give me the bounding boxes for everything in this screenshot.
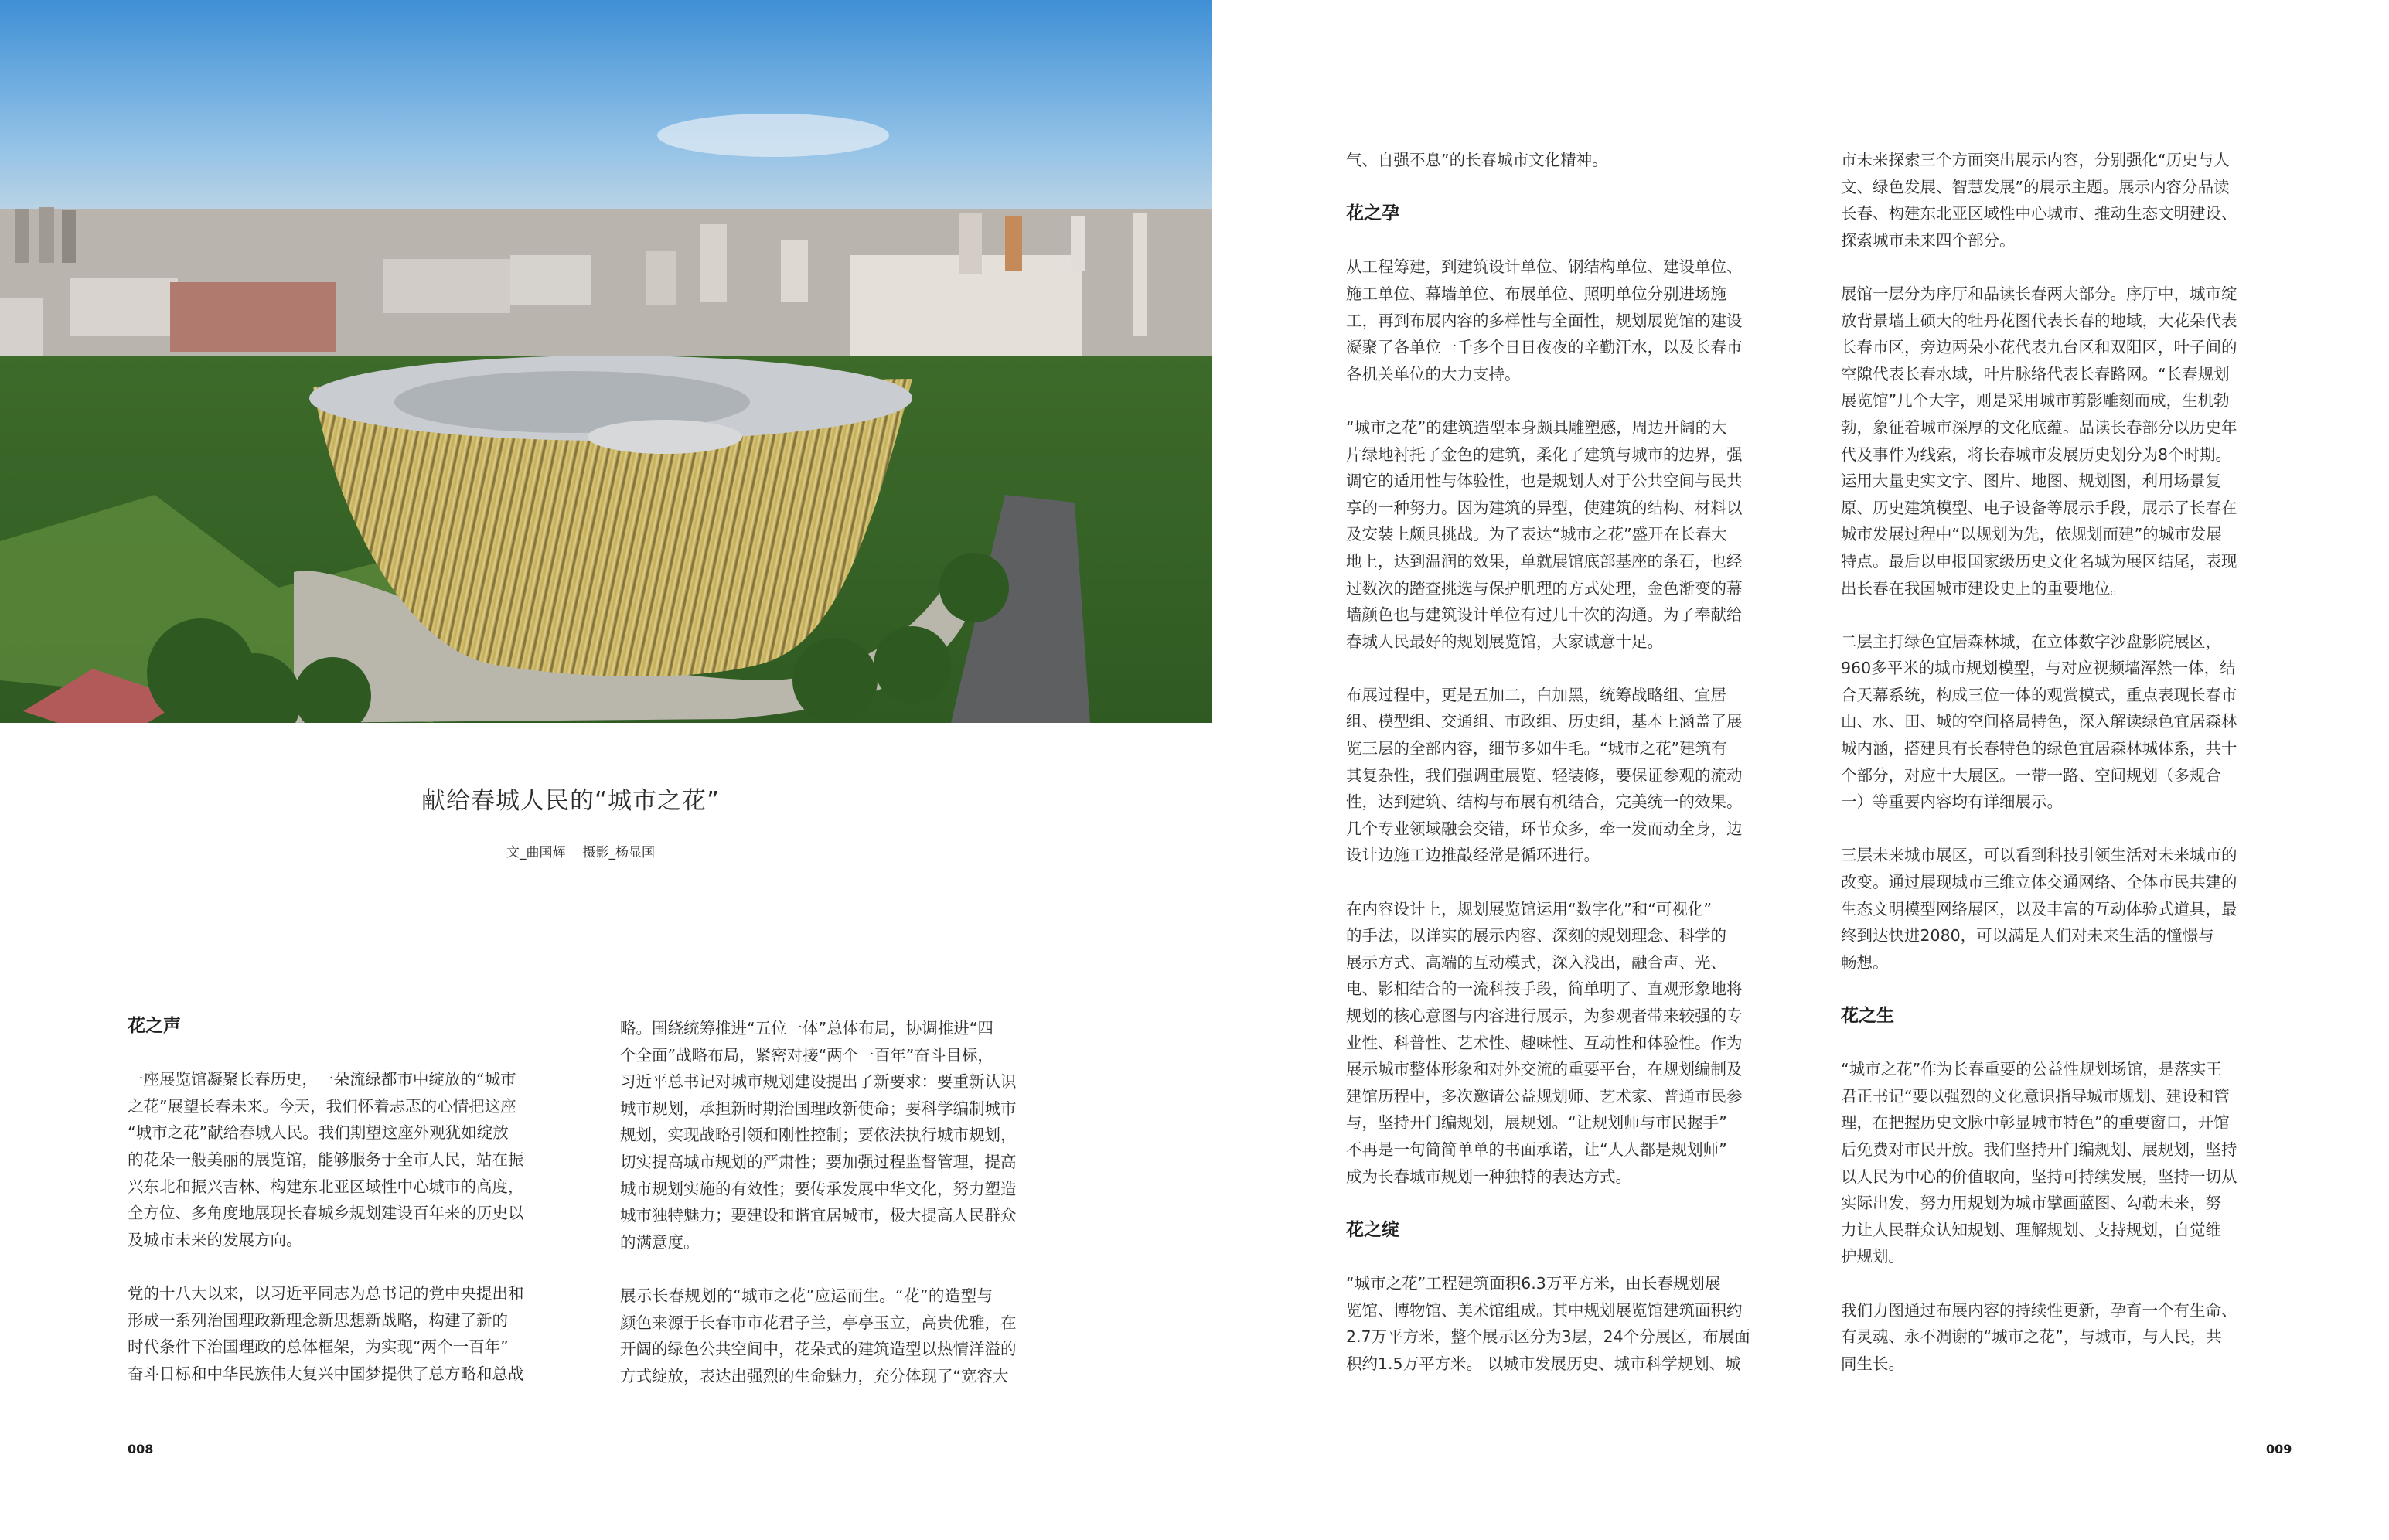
- section-heading: 花之声: [128, 1016, 181, 1036]
- paragraph: [620, 1015, 1017, 1256]
- text-line: 气、自强不息”的长春城市文化精神。: [1346, 151, 1608, 169]
- text-line: 与，坚持开门编规划，展规划。“让规划师与市民握手”: [1346, 1113, 1727, 1133]
- paragraph: [1841, 842, 2237, 976]
- text-line: “城市之花”献给春城人民。我们期望这座外观犹如绽放: [128, 1123, 509, 1143]
- text-line: 览三层的全部内容，细节多如牛毛。“城市之花”建筑有: [1346, 739, 1727, 758]
- text-line: 布展过程中，更是五加二，白加黑，统筹战略组、宜居: [1346, 685, 1726, 704]
- text-line: 开阔的绿色公共空间中，花朵式的建筑造型以热情洋溢的: [620, 1340, 1017, 1359]
- text-line: 奋斗目标和中华民族伟大复兴中国梦提供了总方略和总战: [128, 1364, 524, 1383]
- paragraph-group: [1346, 1270, 1750, 1377]
- right-column-2: [1841, 147, 2237, 1404]
- text-line: 时代条件下治国理政的总体框架，为实现“两个一百年”: [128, 1337, 509, 1357]
- text-line: 合天幕系统，构成三位一体的观赏模式，重点表现长春市: [1841, 685, 2237, 704]
- text-line: 览馆、博物馆、美术馆组成。其中规划展览馆建筑面积约: [1346, 1300, 1743, 1320]
- text-line: 不再是一句简简单单的书面承诺，让“人人都是规划师”: [1346, 1140, 1727, 1159]
- text-line: 的满意度。: [620, 1232, 700, 1252]
- text-line: 地上，达到温润的效果，单就展馆底部基座的条石，也经: [1346, 551, 1743, 571]
- paragraph-group: [1841, 147, 2237, 976]
- text-line: 成为长春城市规划一种独特的表达方式。: [1346, 1167, 1631, 1186]
- section-heading: 花之孕: [1346, 203, 1399, 224]
- paragraph: [620, 1283, 1017, 1389]
- text-line: “城市之花”工程建筑面积6.3万平方米，由长春规划展: [1346, 1273, 1721, 1293]
- text-line: 改变。通过展现城市三维立体交通网络、全体市民共建的: [1841, 873, 2237, 892]
- text-line: 生态文明模型网络展区，以及丰富的互动体验式道具，最: [1841, 899, 2237, 918]
- text-line: 业性、科普性、艺术性、趣味性、互动性和体验性。作为: [1346, 1033, 1743, 1052]
- paragraph: [1841, 1297, 2237, 1378]
- text-line: 护规划。: [1841, 1247, 1904, 1266]
- text-line: 长春市区，旁边两朵小花代表九台区和双阳区，叶子间的: [1841, 338, 2237, 357]
- byline: [506, 841, 655, 860]
- sky: [0, 0, 1212, 232]
- text-line: 规划，实现战略引领和刚性控制；要依法执行城市规划，: [620, 1126, 1017, 1145]
- text-line: 君正书记“要以强烈的文化意识指导城市规划、建设和管: [1841, 1086, 2230, 1106]
- text-line: 城市规划，承担新时期治国理政新使命；要科学编制城市: [620, 1099, 1017, 1118]
- text-line: 城内涵，搭建具有长春特色的绿色宜居森林城体系，共十: [1841, 739, 2237, 758]
- section-heading: 花之生: [1841, 1006, 1894, 1026]
- text-line: 展示方式、高端的互动模式，深入浅出，融合声、光、: [1346, 952, 1726, 972]
- text-line: 几个专业领域融会交错，环节众多，牵一发而动全身，边: [1346, 819, 1743, 838]
- text-line: 畅想。: [1841, 952, 1889, 972]
- text-line: 出长春在我国城市建设史上的重要地位。: [1841, 578, 2126, 598]
- section-heading: 花之绽: [1346, 1219, 1399, 1240]
- text-line: 全方位、多角度地展现长春城乡规划建设百年来的历史以: [128, 1204, 524, 1223]
- paragraph: [128, 1066, 524, 1253]
- text-line: 我们力图通过布展内容的持续性更新，孕育一个有生命、: [1841, 1300, 2237, 1320]
- text-line: 展示城市整体形象和对外交流的重要平台，在规划编制及: [1346, 1060, 1743, 1079]
- text-line: 及安装上颇具挑战。为了表达“城市之花”盛开在长春大: [1346, 525, 1727, 544]
- paragraph: [128, 1280, 524, 1387]
- text-line: 其复杂性，我们强调重展览、轻装修，要保证参观的流动: [1346, 765, 1743, 785]
- text-line: 展示长春规划的“城市之花”应运而生。“花”的造型与: [620, 1286, 993, 1305]
- page-number: 009: [2266, 1442, 2292, 1457]
- text-line: 一）等重要内容均有详细展示。: [1841, 792, 2063, 812]
- text-line: 特点。最后以申报国家级历史文化名城为展区结尾，表现: [1841, 551, 2237, 571]
- text-line: 代及事件为线索，将长春城市发展历史划分为8个时期。: [1841, 445, 2232, 464]
- paragraph: [1841, 1056, 2237, 1270]
- cloud: [657, 114, 889, 157]
- text-line: 各机关单位的大力支持。: [1346, 364, 1521, 383]
- text-line: 方式绽放，表达出强烈的生命魅力，充分体现了“宽容大: [620, 1366, 1009, 1385]
- photo-illustration: [0, 0, 1212, 723]
- paragraph-group: [1346, 254, 1743, 1190]
- paragraph: [1841, 147, 2237, 254]
- text-line: 960多平米的城市规划模型，与对应视频墙浑然一体，结: [1841, 659, 2236, 678]
- text-line: 党的十八大以来，以习近平同志为总书记的党中央提出和: [128, 1283, 524, 1303]
- paragraph: [1346, 1270, 1750, 1377]
- text-line: 长春、构建东北亚区域性中心城市、推动生态文明建设、: [1841, 204, 2237, 223]
- text-line: 原、历史建筑模型、电子设备等展示手段，展示了长春在: [1841, 498, 2237, 517]
- city-skyline: [0, 207, 1212, 371]
- text-line: 规划的核心意图与内容进行展示，为参观者带来较强的专: [1346, 1007, 1743, 1025]
- text-line: 城市规划实施的有效性；要传承发展中华文化，努力塑造: [620, 1179, 1017, 1198]
- text-line: 及城市未来的发展方向。: [128, 1230, 302, 1249]
- paragraph: [1346, 147, 1709, 174]
- text-line: 享的一种努力。因为建筑的异型，使建筑的结构、材料以: [1346, 498, 1743, 517]
- photographer-credit: 摄影_杨显国: [582, 845, 655, 860]
- text-line: 运用大量史实文字、图片、地图、规划图，利用场景复: [1841, 472, 2221, 491]
- text-line: 力让人民群众认知规划、理解规划、支持规划，自觉维: [1841, 1220, 2221, 1239]
- text-line: 之花”展望长春未来。今天，我们怀着忐忑的心情把这座: [128, 1096, 516, 1116]
- paragraph: [1346, 896, 1743, 1191]
- author-credit: 文_曲国辉: [506, 845, 566, 860]
- text-line: 施工单位、幕墙单位、布展单位、照明单位分别进场施: [1346, 284, 1726, 303]
- article-title: 献给春城人民的“城市之花”: [421, 787, 721, 815]
- text-line: 片绿地衬托了金色的建筑，柔化了建筑与城市的边界，强: [1346, 445, 1743, 464]
- text-line: 春城人民最好的规划展览馆，大家诚意十足。: [1346, 632, 1663, 651]
- text-line: 一座展览馆凝聚长春历史，一朵流绿都市中绽放的“城市: [128, 1070, 516, 1089]
- text-line: 空隙代表长春水域，叶片脉络代表长春路网。“长春规划: [1841, 364, 2230, 383]
- text-line: 理，在把握历史文脉中彰显城市特色”的重要窗口，开馆: [1841, 1113, 2230, 1133]
- text-line: 二层主打绿色宜居森林城，在立体数字沙盘影院展区，: [1841, 632, 2221, 651]
- text-line: 调它的适用性与体验性，也是规划人对于公共空间与民共: [1346, 472, 1743, 491]
- text-line: 个全面”战略布局，紧密对接“两个一百年”奋斗目标，: [620, 1045, 993, 1065]
- text-line: 三层未来城市展区，可以看到科技引领生活对未来城市的: [1841, 846, 2237, 865]
- text-line: 勃，象征着城市深厚的文化底蕴。品读长春部分以历史年: [1841, 417, 2237, 437]
- text-line: 过数次的踏查挑选与保护肌理的方式处理，金色渐变的幕: [1346, 578, 1743, 598]
- text-line: “城市之花”作为长春重要的公益性规划场馆，是落实王: [1841, 1060, 2222, 1079]
- paragraph: [1346, 254, 1743, 387]
- text-line: 城市发展过程中“以规划为先，依规划而建”的城市发展: [1841, 525, 2222, 544]
- text-line: 凝聚了各单位一千多个日日夜夜的辛勤汗水，以及长春市: [1346, 338, 1743, 357]
- paragraph-group: [620, 1015, 1017, 1389]
- text-line: “城市之花”的建筑造型本身颇具雕塑感，周边开阔的大: [1346, 417, 1727, 437]
- text-line: 放背景墙上硕大的牡丹花图代表长春的地域，大花朵代表: [1841, 311, 2237, 330]
- text-line: 兴东北和振兴吉林、构建东北亚区域性中心城市的高度，: [128, 1177, 524, 1196]
- aerial-photo-exhibition-hall: [0, 0, 1212, 723]
- text-line: 颜色来源于长春市市花君子兰，亭亭玉立，高贵优雅，在: [620, 1313, 1017, 1332]
- text-line: 工，再到布展内容的多样性与全面性，规划展览馆的建设: [1346, 311, 1743, 330]
- text-line: 电、影相结合的一流科技手段，简单明了、直观形象地将: [1346, 980, 1743, 999]
- paragraph: [1841, 629, 2237, 816]
- text-line: 实际出发，努力用规划为城市擘画蓝图、勾勒未来，努: [1841, 1194, 2221, 1213]
- text-line: 组、模型组、交通组、市政组、历史组，基本上涵盖了展: [1346, 712, 1743, 731]
- text-line: 在内容设计上，规划展览馆运用“数字化”和“可视化”: [1346, 899, 1712, 918]
- left-column-2: [620, 1015, 1017, 1416]
- right-column-1: [1346, 147, 1750, 1404]
- paragraph: [1346, 682, 1743, 869]
- text-line: 形成一系列治国理政新理念新思想新战略，构建了新的: [128, 1310, 508, 1330]
- left-column-1: [128, 1013, 524, 1414]
- text-line: 城市独特魅力；要建设和谐宜居城市，极大提高人民群众: [620, 1206, 1017, 1225]
- text-line: 有灵魂、永不凋谢的“城市之花”，与城市，与人民，共: [1841, 1327, 2222, 1347]
- text-line: 以人民为中心的价值取向，坚持可持续发展，坚持一切从: [1841, 1167, 2237, 1186]
- text-line: 的手法，以详实的展示内容、深刻的规划理念、科学的: [1346, 926, 1726, 945]
- text-line: 设计边施工边推敲经常是循环进行。: [1346, 846, 1600, 865]
- text-line: 建馆历程中，多次邀请公益规划师、艺术家、普通市民参: [1346, 1086, 1743, 1106]
- text-line: 墙颜色也与建筑设计单位有过几十次的沟通。为了奉献给: [1346, 605, 1743, 625]
- text-line: 终到达快进2080，可以满足人们对未来生活的憧憬与: [1841, 926, 2214, 945]
- paragraph: [1346, 414, 1743, 655]
- text-line: 展览馆”几个大字，则是采用城市剪影雕刻而成，生机勃: [1841, 391, 2230, 411]
- text-line: 市未来探索三个方面突出展示内容，分别强化“历史与人: [1841, 151, 2230, 169]
- text-line: 切实提高城市规划的严肃性；要加强过程监督管理，提高: [620, 1152, 1017, 1171]
- text-line: 的花朵一般美丽的展览馆，能够服务于全市人民，站在振: [128, 1150, 524, 1169]
- left-page: [0, 0, 1194, 1540]
- paragraph-group: [1841, 1056, 2237, 1377]
- text-line: 习近平总书记对城市规划建设提出了新要求：要重新认识: [620, 1072, 1017, 1092]
- paragraph: [1841, 281, 2237, 601]
- opening-paragraph: [1346, 147, 1709, 174]
- text-line: 从工程筹建，到建筑设计单位、钢结构单位、建设单位、: [1346, 257, 1743, 277]
- text-line: 探索城市未来四个部分。: [1841, 230, 2016, 250]
- text-line: 后免费对市民开放。我们坚持开门编规划、展规划，坚持: [1841, 1140, 2237, 1159]
- text-line: 2.7万平方米，整个展示区分为3层，24个分展区，布展面: [1346, 1327, 1750, 1347]
- text-line: 展馆一层分为序厅和品读长春两大部分。序厅中，城市绽: [1841, 284, 2237, 303]
- text-line: 性，达到建筑、结构与布展有机结合，完美统一的效果。: [1346, 792, 1743, 812]
- text-line: 略。围绕统筹推进“五位一体”总体布局，协调推进“四: [620, 1019, 993, 1037]
- page-number: 008: [128, 1442, 154, 1457]
- text-line: 积约1.5万平方米。 以城市发展历史、城市科学规划、城: [1346, 1354, 1741, 1373]
- text-line: 文、绿色发展、智慧发展”的展示主题。展示内容分品读: [1841, 177, 2230, 196]
- paragraph-group: [128, 1066, 524, 1387]
- text-line: 同生长。: [1841, 1354, 1904, 1373]
- text-line: 山、水、田、城的空间格局特色，深入解读绿色宜居森林: [1841, 712, 2237, 731]
- text-line: 个部分，对应十大展区。一带一路、空间规划（多规合: [1841, 765, 2221, 785]
